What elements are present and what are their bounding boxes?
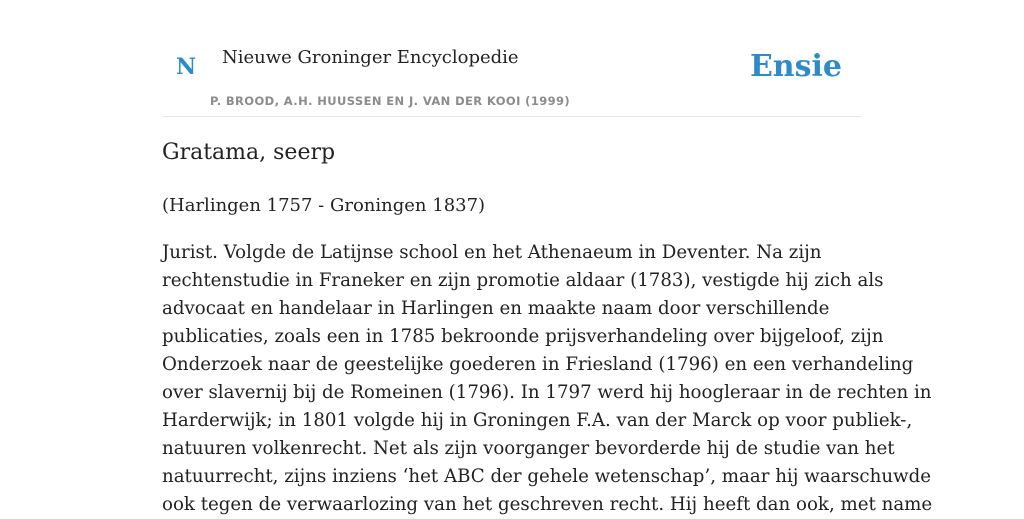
body-line: Jurist. Volgde de Latijnse school en het Athenaeum in Deventer. Na zijn [162, 242, 822, 263]
brand-logo[interactable]: Ensie [749, 49, 842, 84]
body-line: Onderzoek naar de geestelijke goederen in Friesland (1796) en een verhandeling [162, 354, 914, 375]
book-authors: P. BROOD, A.H. HUUSSEN EN J. VAN DER KOOI (1999) [210, 94, 571, 108]
book-logo[interactable]: N [176, 54, 197, 80]
body-line: Harderwijk; in 1801 volgde hij in Groningen F.A. van der Marck op voor publiek-, [162, 410, 913, 431]
book-title[interactable]: Nieuwe Groninger Encyclopedie [222, 47, 519, 68]
body-line: over slavernij bij de Romeinen (1796). In 1797 werd hij hoogleraar in de rechten in [162, 382, 932, 403]
entry-title: Gratama, seerp [162, 140, 336, 165]
body-line: rechtenstudie in Franeker en zijn promotie aldaar (1783), vestigde hij zich als [162, 270, 884, 291]
body-line: advocaat en handelaar in Harlingen en maakte naam door verschillende [162, 298, 830, 319]
entry-body [162, 239, 933, 519]
body-line: ook tegen de verwaarlozing van het geschreven recht. Hij heeft dan ook, met name [162, 494, 933, 515]
body-line: natuurrecht, zijns inziens ‘het ABC der gehele wetenschap’, maar hij waarschuwde [162, 466, 932, 487]
entry-subtitle: (Harlingen 1757 - Groningen 1837) [162, 195, 486, 216]
body-line: publicaties, zoals een in 1785 bekroonde prijsverhandeling over bijgeloof, zijn [162, 326, 884, 347]
site-header [162, 0, 862, 117]
page [162, 0, 933, 515]
body-line: natuuren volkenrecht. Net als zijn voorganger bevorderde hij de studie van het [162, 438, 895, 459]
